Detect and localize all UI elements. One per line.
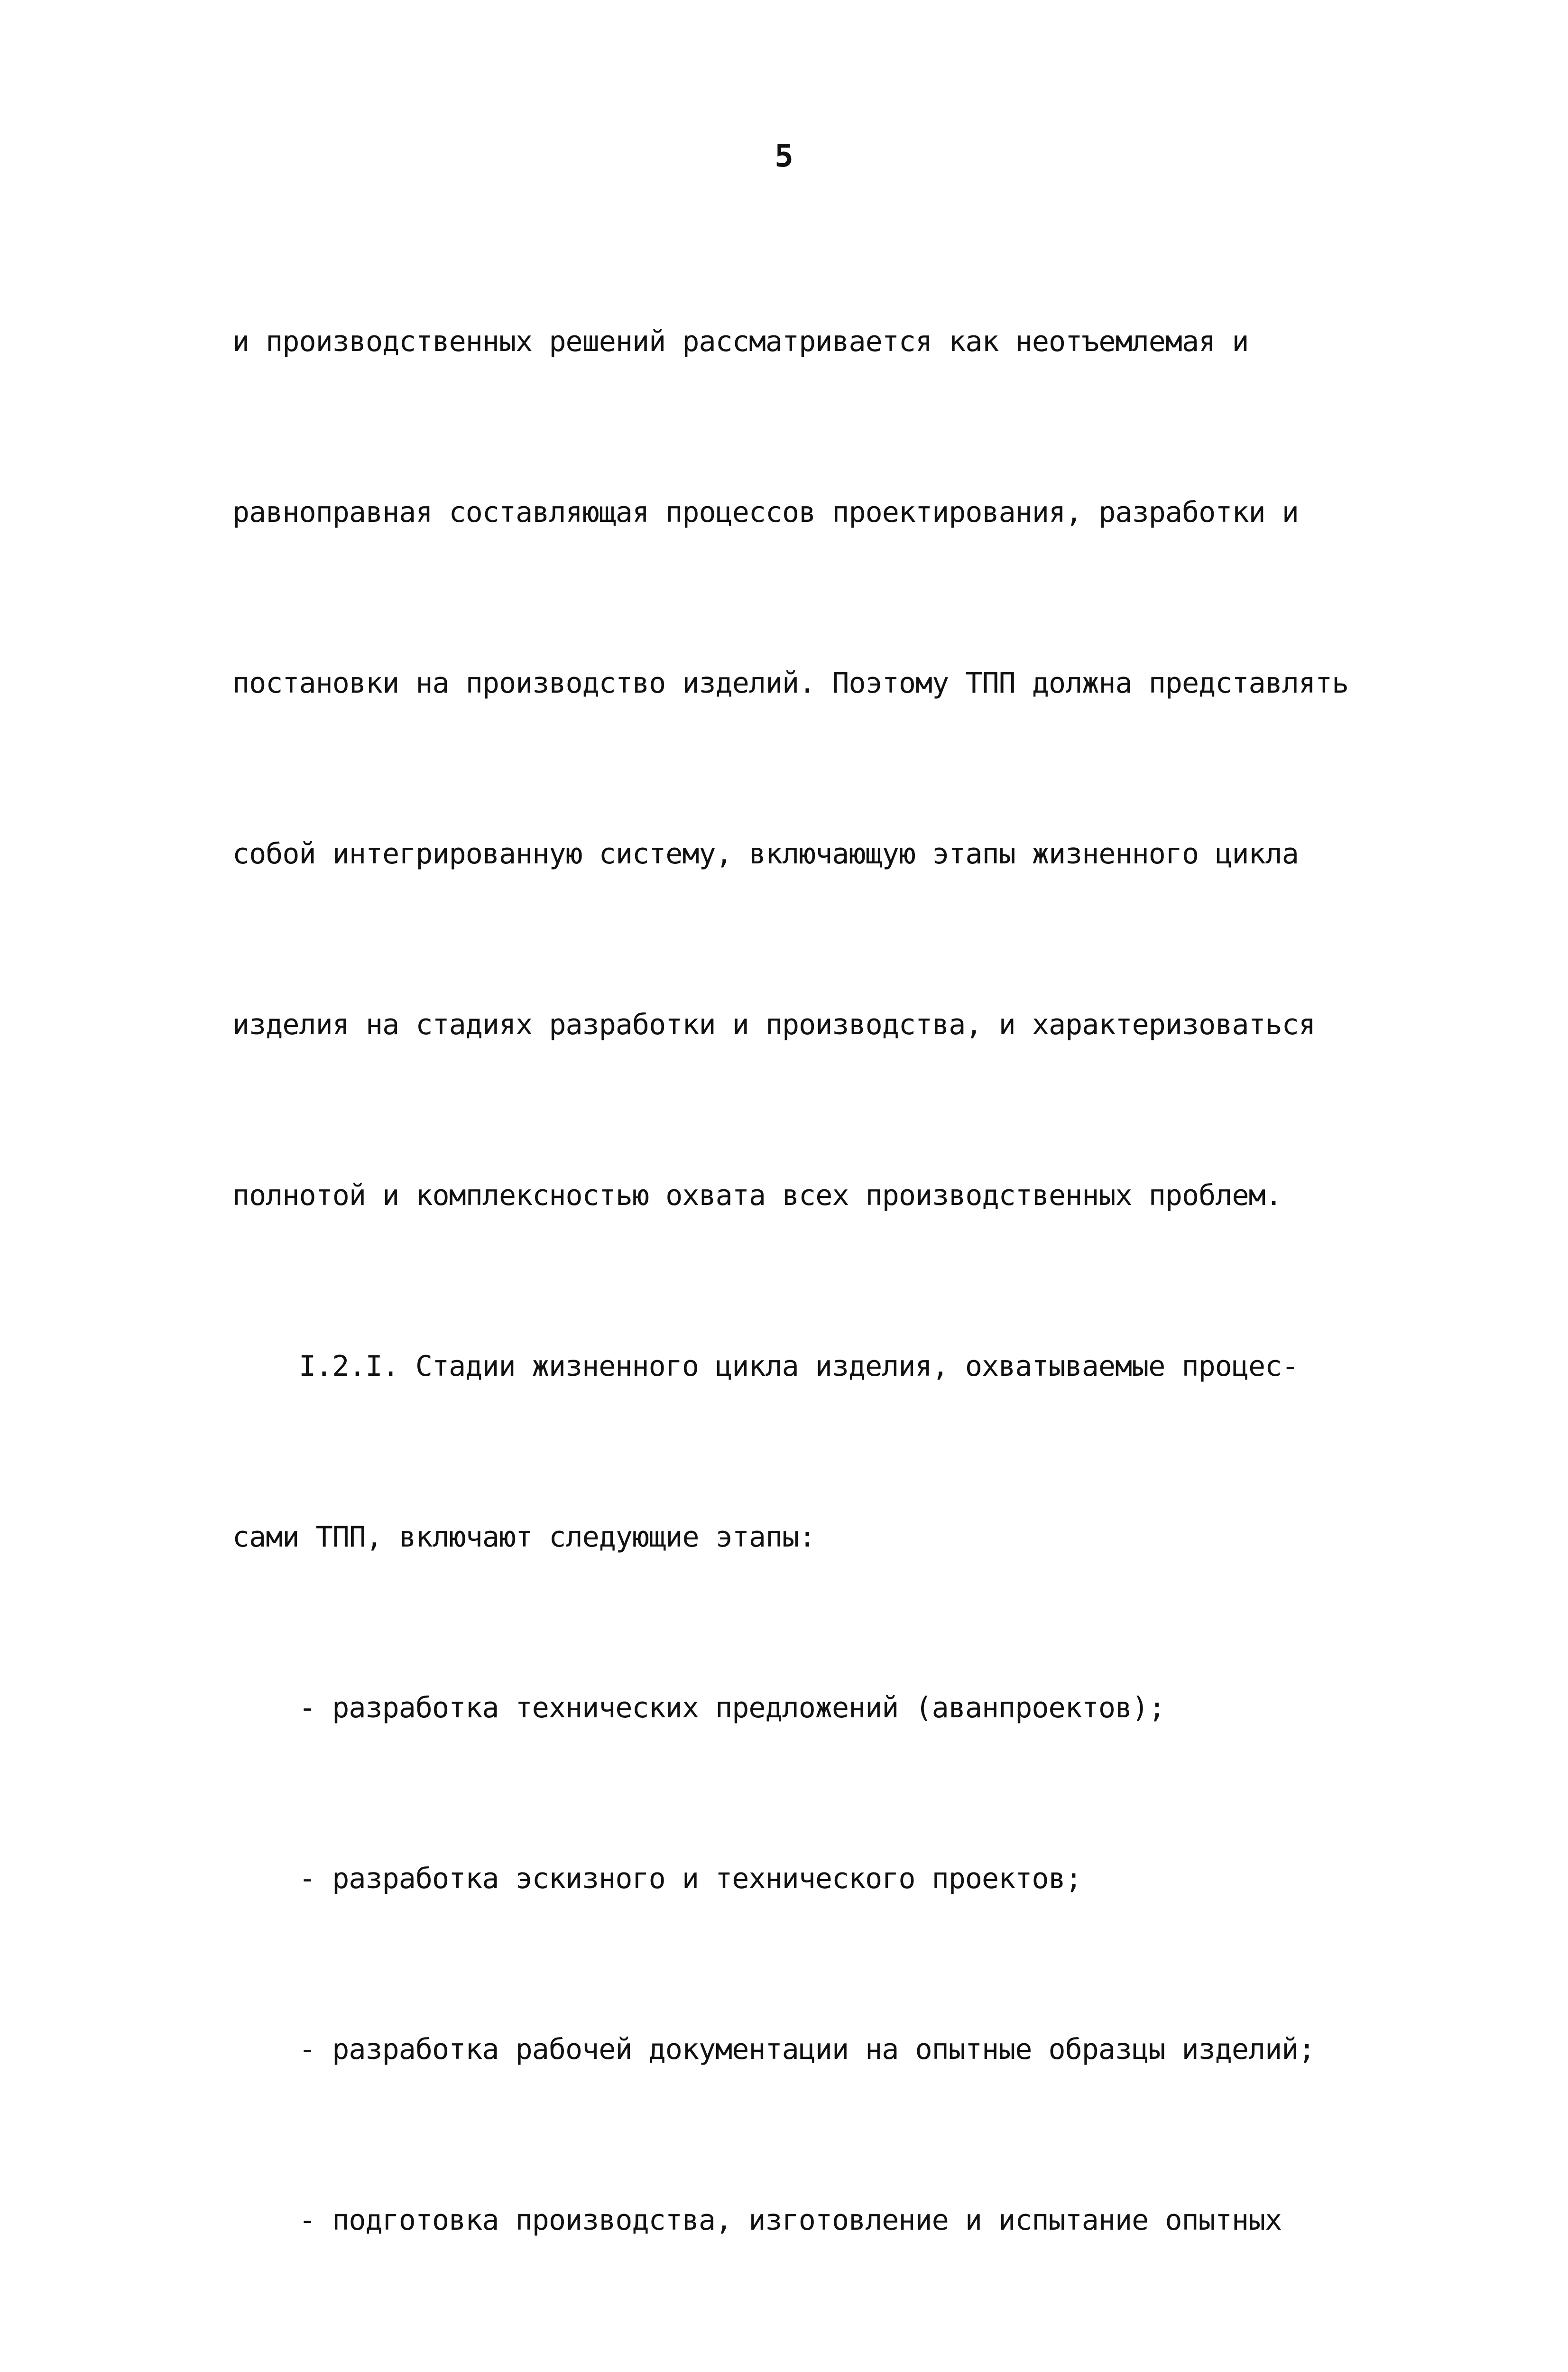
text-line: равноправная составляющая процессов проектирования, разработки и [232, 496, 1299, 529]
document-body [232, 199, 1361, 2372]
page-number: 5 [775, 138, 793, 174]
text-line: и производственных решений рассматривается как неотъемлемая и [232, 325, 1249, 358]
list-item: - разработка рабочей документации на опытные образцы изделий; [299, 2033, 1315, 2066]
text-line: собой интегрированную систему, включающую этапы жизненного цикла [232, 837, 1299, 871]
text-line: изделия на стадиях разработки и производства, и характеризоваться [232, 1008, 1315, 1041]
text-line [232, 2363, 1361, 2372]
section-1-2-1-heading-line: I.2.I. Стадии жизненного цикла изделия, охватываемые процес- [299, 1350, 1299, 1383]
list-item: - разработка эскизного и технического проектов; [299, 1862, 1082, 1895]
text-line: полнотой и комплексностью охвата всех производственных проблем. [232, 1179, 1282, 1212]
list-item: - разработка технических предложений (аванпроектов); [299, 1691, 1165, 1724]
text-line: постановки на производство изделий. Поэтому ТПП должна представлять [232, 667, 1349, 700]
text-line: сами ТПП, включают следующие этапы: [232, 1520, 816, 1554]
list-item: - подготовка производства, изготовление и испытание опытных [299, 2204, 1282, 2237]
